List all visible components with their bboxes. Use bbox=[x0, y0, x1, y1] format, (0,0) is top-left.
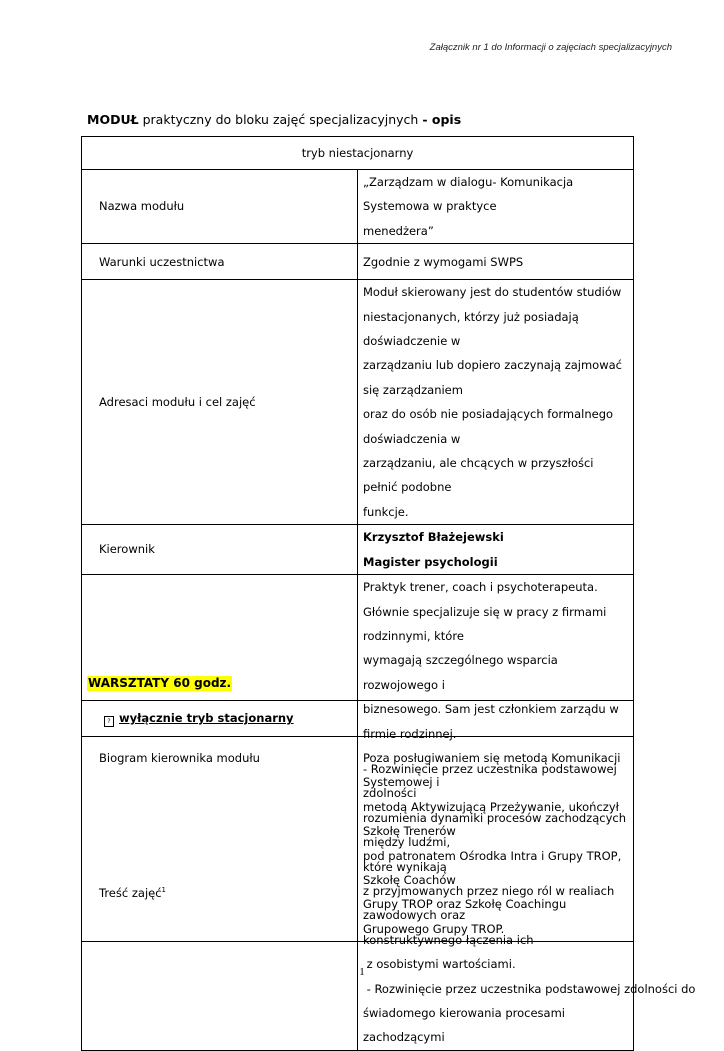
value-line: pod patronatem Ośrodka Intra i Grupy TROP, Szkołę Coachów bbox=[363, 848, 622, 887]
header-note: Załącznik nr 1 do Informacji o zajęciach specjalizacyjnych bbox=[429, 42, 672, 53]
row-kierownik bbox=[82, 525, 634, 575]
value-line: biznesowego. Sam jest członkiem zarządu w firmie rodzinnej. bbox=[363, 702, 619, 741]
value-line: niestacjonanych, którzy już posiadają doświadczenie w bbox=[363, 309, 579, 349]
value-line: wymagają szczególnego wsparcia rozwojowego i bbox=[363, 653, 558, 692]
value-line: Krzysztof Błażejewski bbox=[363, 530, 504, 545]
value-line: oraz do osób nie posiadających formalnego doświadczenia w bbox=[363, 407, 614, 446]
workshop-mode-label: wyłącznie tryb stacjonarny bbox=[119, 711, 294, 726]
row-adresaci bbox=[82, 280, 634, 525]
value-line: zarządzaniu lub dopiero zaczynają zajmować się zarządzaniem bbox=[363, 358, 622, 397]
value-line: Magister psychologii bbox=[363, 554, 498, 569]
value-line: funkcje. bbox=[363, 504, 409, 519]
mode-cell: tryb niestacjonarny bbox=[82, 137, 634, 170]
document-title bbox=[87, 112, 461, 127]
value-line: Zgodnie z wymogami SWPS bbox=[363, 254, 524, 269]
workshop-mode-row bbox=[82, 701, 634, 737]
warsztaty-heading: WARSZTATY 60 godz. bbox=[88, 676, 232, 690]
title-middle: praktyczny do bloku zajęć specjalizacyjnych bbox=[138, 112, 423, 127]
title-bold-prefix: MODUŁ bbox=[87, 112, 139, 127]
footnote-marker: 1 bbox=[161, 886, 166, 895]
label-biogram: Biogram kierownika modułu bbox=[82, 575, 358, 942]
value-line: menedżera” bbox=[363, 223, 434, 238]
value-line: Praktyk trener, coach i psychoterapeuta. bbox=[363, 580, 598, 595]
value-line: które wynikają bbox=[363, 859, 447, 874]
value-line: konstruktywnego łączenia ich bbox=[363, 932, 534, 947]
value-line: metodą Aktywizującą Przeżywanie, ukończył Szkołę Trenerów bbox=[363, 799, 619, 839]
row-nazwa bbox=[82, 170, 634, 244]
workshop-mode-cell bbox=[82, 701, 634, 737]
value-line: z przyjmowanych przez niego ról w realiach zawodowych oraz bbox=[363, 884, 615, 923]
checkbox-icon: ? bbox=[104, 716, 114, 727]
tresc-label-text: Treść zajęć bbox=[99, 886, 162, 901]
label-warunki: Warunki uczestnictwa bbox=[82, 244, 358, 280]
label-adresaci: Adresaci modułu i cel zajęć bbox=[82, 280, 358, 525]
row-tresc bbox=[82, 737, 634, 1051]
value-line: Głównie specjalizuje się w pracy z firmami rodzinnymi, które bbox=[363, 604, 607, 643]
title-bold-suffix: - opis bbox=[422, 112, 462, 127]
value-line: Moduł skierowany jest do studentów studiów bbox=[363, 285, 622, 300]
label-tresc bbox=[82, 737, 358, 1051]
value-line: zarządzaniu, ale chcących w przyszłości pełnić podobne bbox=[363, 456, 594, 495]
value-line: świadomego kierowania procesami zachodzącymi bbox=[363, 1006, 565, 1045]
value-kierownik bbox=[358, 525, 634, 575]
page-number: 1 bbox=[359, 966, 365, 978]
value-line: Poza posługiwaniem się metodą Komunikacji Systemowej i bbox=[363, 750, 621, 790]
value-line: - Rozwinięcie przez uczestnika podstawowej zdolności do bbox=[363, 981, 696, 996]
value-adresaci bbox=[358, 280, 634, 525]
value-nazwa bbox=[358, 170, 634, 244]
value-line: „Zarządzam w dialogu- Komunikacja Systemowa w praktyce bbox=[363, 175, 574, 214]
workshop-table bbox=[81, 700, 696, 1051]
mode-row bbox=[82, 137, 634, 170]
value-line: z osobistymi wartościami. bbox=[363, 957, 516, 972]
row-warunki bbox=[82, 244, 634, 280]
value-line: rozumienia dynamiki procesów zachodzących między ludźmi, bbox=[363, 810, 626, 850]
value-line: - Rozwinięcie przez uczestnika podstawowej zdolności bbox=[363, 762, 617, 801]
label-kierownik: Kierownik bbox=[82, 525, 358, 575]
value-tresc bbox=[358, 737, 696, 1051]
label-nazwa: Nazwa modułu bbox=[82, 170, 358, 244]
value-line: Grupy TROP oraz Szkołę Coachingu Grupowego Grupy TROP. bbox=[363, 897, 567, 936]
value-warunki bbox=[358, 244, 634, 280]
